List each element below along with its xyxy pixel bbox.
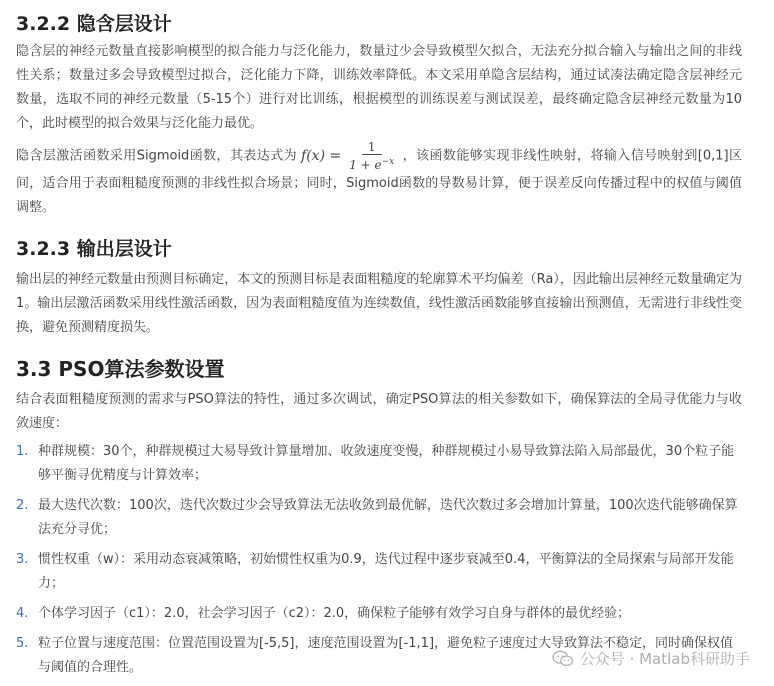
watermark — [552, 648, 750, 669]
section-title-output-layer: 3.2.3 输出层设计 — [16, 238, 172, 260]
list-item-text: 个体学习因子（c1）：2.0，社会学习因子（c2）：2.0，确保粒子能够有效学习自身与群体的最优经验； — [38, 606, 631, 621]
formula-denominator-base: 1 + e — [349, 158, 382, 172]
paragraph-text-after-formula: ，该函数能够实现非线性映射，将输入信号映射到[0,1]区间，适合用于表面粗糙度预测的非线性拟合场景；同时，Sigmoid函数的导数易计算，便于误差反向传播过程中的权值与阈值调整。 — [16, 148, 742, 215]
list-item — [16, 602, 742, 626]
list-item-index: 2. — [16, 498, 29, 513]
list-item-text: 粒子位置与速度范围：位置范围设置为[-5,5]，速度范围设置为[-1,1]，避免粒子速度过大导致算法不稳定，同时确保权值与阈值的合理性。 — [38, 636, 734, 675]
paragraph-text-before-formula: 隐含层激活函数采用Sigmoid函数，其表达式为 — [16, 148, 298, 164]
list-item-index: 3. — [16, 552, 29, 567]
formula-denominator — [345, 155, 398, 172]
list-item-text: 种群规模：30个，种群规模过大易导致计算量增加、收敛速度变慢，种群规模过小易导致算法陷入局部最优，30个粒子能够平衡寻优精度与计算效率； — [38, 444, 735, 483]
section-title-hidden-layer: 3.2.2 隐含层设计 — [16, 13, 172, 35]
watermark-text: 公众号 · Matlab科研助手 — [579, 650, 750, 668]
paragraph-pso-intro: 结合表面粗糙度预测的需求与PSO算法的特性，通过多次调试，确定PSO算法的相关参数如下，确保算法的全局寻优能力与收敛速度： — [16, 392, 742, 431]
paragraph-hidden-layer-activation — [16, 140, 742, 220]
sigmoid-formula — [301, 140, 398, 172]
section-title-pso-params: 3.3 PSO算法参数设置 — [16, 357, 225, 381]
wechat-icon — [552, 650, 574, 668]
list-item-text: 最大迭代次数：100次，迭代次数过少会导致算法无法收敛到最优解，迭代次数过多会增加计算量，100次迭代能够确保算法充分寻优； — [38, 498, 738, 537]
list-item — [16, 494, 742, 542]
formula-fraction — [345, 140, 398, 172]
list-item-index: 4. — [16, 606, 29, 621]
formula-exponent: −x — [381, 157, 395, 167]
list-item-index: 5. — [16, 636, 29, 651]
list-item-index: 1. — [16, 444, 29, 459]
paragraph-hidden-layer-neurons: 隐含层的神经元数量直接影响模型的拟合能力与泛化能力，数量过少会导致模型欠拟合，无法充分拟合输入与输出之间的非线性关系；数量过多会导致模型过拟合，泛化能力下降，训练效率降低。本文采用单隐含层结构，通过试凑法确定隐含层神经元数量，选取不同的神经元数量（5-15个）进行对比训练，根据模型的训练误差与测试误差，最终确定隐含层神经元数量为10个，此时模型的拟合效果与泛化能力最优。 — [16, 44, 742, 131]
list-item-text: 惯性权重（w）：采用动态衰减策略，初始惯性权重为0.9，迭代过程中逐步衰减至0.4，平衡算法的全局探索与局部开发能力； — [38, 552, 734, 591]
paragraph-output-layer: 输出层的神经元数量由预测目标确定，本文的预测目标是表面粗糙度的轮廓算术平均偏差（Ra），因此输出层神经元数量确定为1。输出层激活函数采用线性激活函数，因为表面粗糙度值为连续数值，线性激活函数能够直接输出预测值，无需进行非线性变换，避免预测精度损失。 — [16, 272, 742, 335]
formula-lhs: f(x) = — [301, 148, 342, 164]
list-item — [16, 548, 742, 596]
formula-numerator: 1 — [362, 140, 382, 155]
list-item — [16, 440, 742, 488]
